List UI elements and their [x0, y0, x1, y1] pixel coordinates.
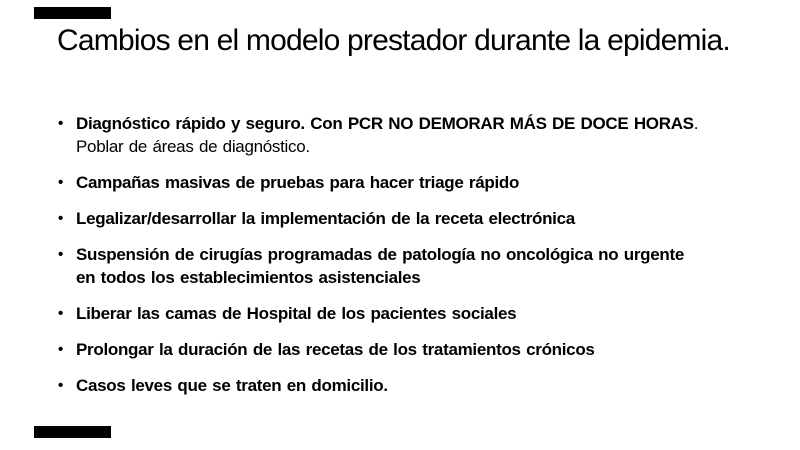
bullet-dot: • [58, 246, 63, 263]
slide-title: Cambios en el modelo prestador durante la epidemia. [57, 24, 730, 57]
bullet-item-2 [58, 171, 708, 194]
bullet-item-7 [58, 374, 708, 397]
bullet-item-5 [58, 302, 708, 325]
bullet-dot: • [58, 174, 63, 191]
bullet-item-3 [58, 207, 708, 230]
bullet-text-bold: Casos leves que se traten en domicilio. [76, 376, 388, 395]
bullet-text-bold: Legalizar/desarrollar la implementación de la receta electrónica [76, 209, 575, 228]
bullet-item-6 [58, 338, 708, 361]
bullet-text-bold: Suspensión de cirugías programadas de patología no oncológica no urgente en todos los establecimientos asistenciales [76, 245, 684, 287]
corner-mark-top-left [34, 7, 111, 19]
corner-mark-bottom-left [34, 426, 111, 438]
bullet-dot: • [58, 341, 63, 358]
bullet-dot: • [58, 377, 63, 394]
bullet-dot: • [58, 305, 63, 322]
bullet-dot: • [58, 210, 63, 227]
bullet-text-regular: . Poblar de áreas de diagnóstico. [76, 114, 699, 156]
bullet-dot: • [58, 115, 63, 132]
bullet-text-bold: Prolongar la duración de las recetas de los tratamientos crónicos [76, 340, 595, 359]
bullet-list [58, 112, 708, 410]
bullet-item-1 [58, 112, 708, 158]
bullet-text-bold: Diagnóstico rápido y seguro. Con PCR NO DEMORAR MÁS DE DOCE HORAS [76, 114, 694, 133]
bullet-text-bold: Liberar las camas de Hospital de los pacientes sociales [76, 304, 517, 323]
bullet-text-bold: Campañas masivas de pruebas para hacer triage rápido [76, 173, 520, 192]
bullet-item-4 [58, 243, 708, 289]
